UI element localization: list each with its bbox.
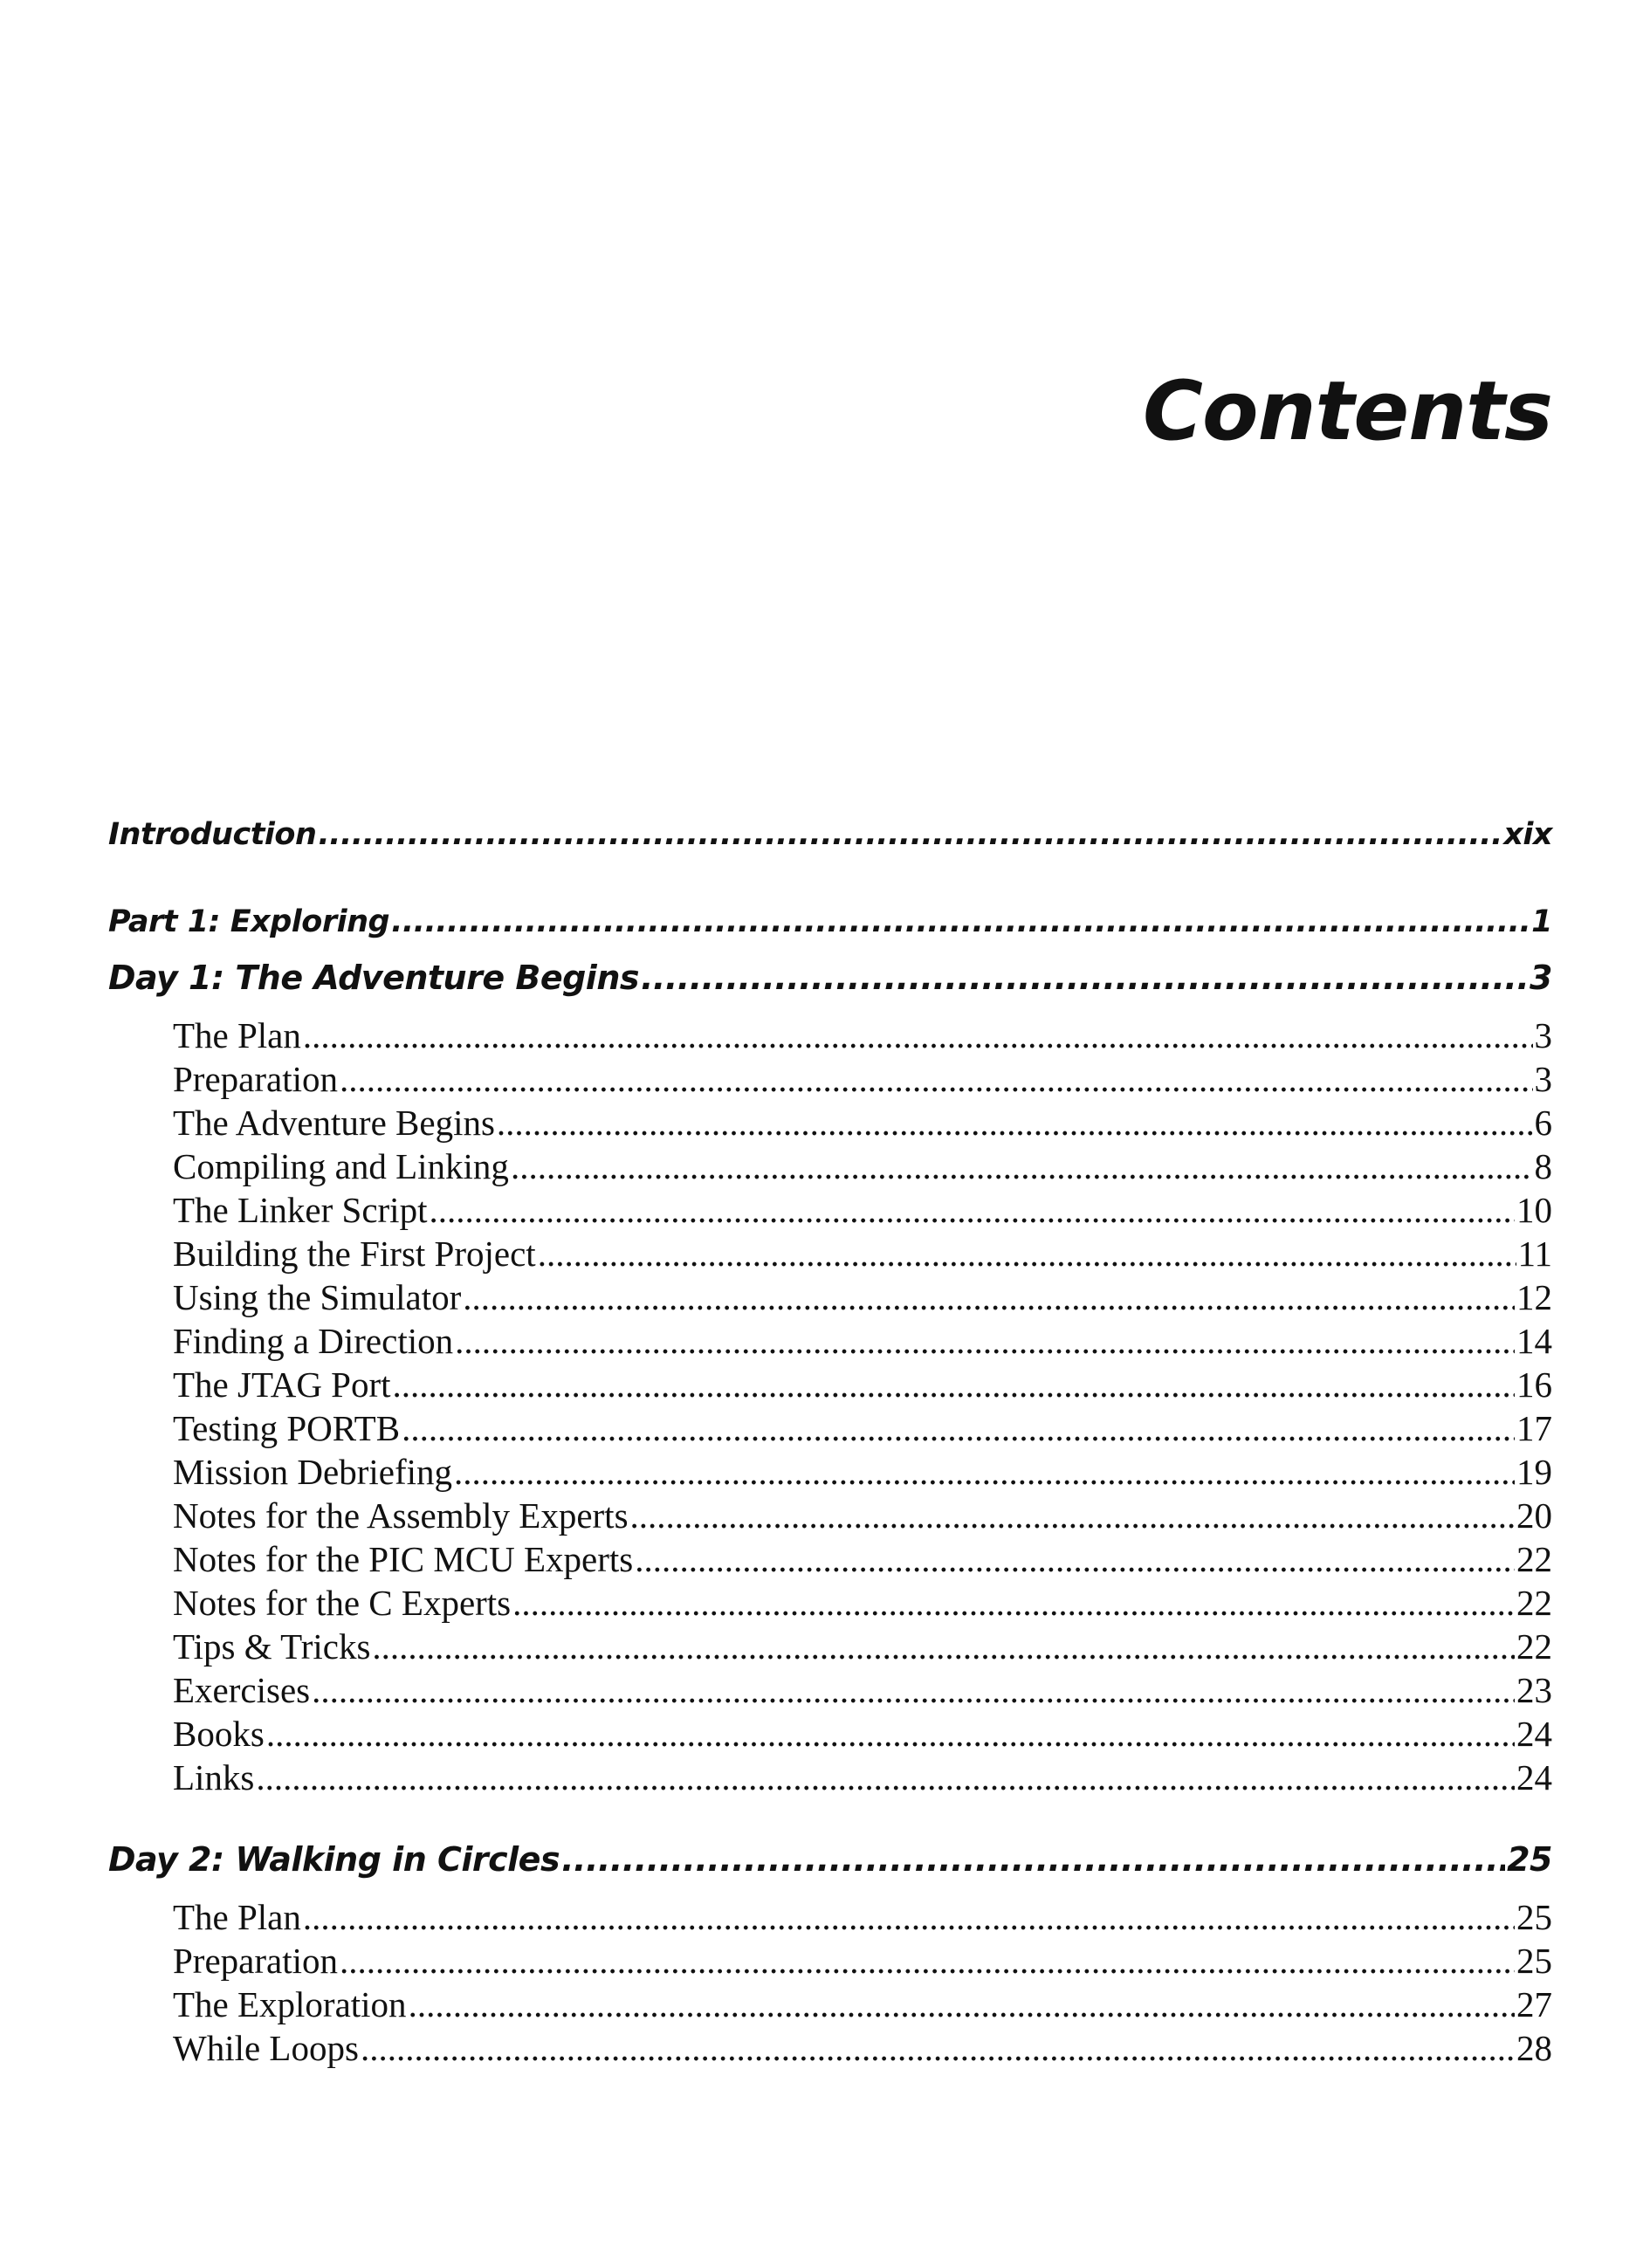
toc-entry-page: 25 — [1516, 1941, 1552, 1981]
toc-entry[interactable] — [173, 1669, 1552, 1711]
dot-leader — [538, 1233, 1516, 1275]
toc-entry-page: 25 — [1516, 1897, 1552, 1937]
toc-entry-title: While Loops — [173, 2028, 359, 2068]
toc-entry-title: The Plan — [173, 1015, 301, 1055]
dot-leader — [312, 1669, 1515, 1711]
toc-entry-page: 25 — [1507, 1840, 1552, 1879]
toc-entry-page: 3 — [1534, 1059, 1552, 1099]
toc-entry-day-2[interactable] — [108, 1840, 1552, 1879]
dot-leader — [429, 1189, 1515, 1231]
toc-entry-page: 27 — [1516, 1984, 1552, 2024]
toc-entry[interactable] — [173, 1983, 1552, 2025]
toc-entry-page: 22 — [1516, 1626, 1552, 1667]
toc-entry-page: 16 — [1516, 1364, 1552, 1405]
toc-entry-title: Links — [173, 1757, 255, 1797]
toc-entry-title: Books — [173, 1714, 265, 1754]
toc-entry-page: 3 — [1530, 959, 1552, 997]
dot-leader — [372, 1625, 1515, 1667]
dot-leader — [455, 1320, 1515, 1362]
dot-leader — [391, 904, 1530, 939]
page-title: Contents — [1143, 364, 1552, 459]
dot-leader — [256, 1756, 1515, 1798]
toc-entry-title: Compiling and Linking — [173, 1146, 509, 1186]
toc-entry-page: 28 — [1516, 2028, 1552, 2068]
dot-leader — [641, 959, 1528, 997]
toc-entry-page: 19 — [1516, 1452, 1552, 1492]
toc-entry-day-1[interactable] — [108, 959, 1552, 997]
toc-entry-page: 1 — [1531, 904, 1552, 939]
dot-leader — [340, 1940, 1515, 1982]
toc-entry[interactable] — [173, 1276, 1552, 1318]
toc-entry[interactable] — [173, 1538, 1552, 1580]
toc-entry[interactable] — [173, 1451, 1552, 1493]
toc-entry[interactable] — [173, 1320, 1552, 1362]
dot-leader — [635, 1538, 1515, 1580]
dot-leader — [402, 1407, 1515, 1449]
toc-entry-title: The JTAG Port — [173, 1364, 391, 1405]
dot-leader — [266, 1713, 1515, 1755]
toc-entry-part-1[interactable] — [108, 904, 1552, 939]
toc-entry-title: Exercises — [173, 1670, 311, 1710]
toc-entry[interactable] — [173, 1582, 1552, 1624]
toc-entry-page: 24 — [1516, 1714, 1552, 1754]
toc-entry-page: 14 — [1516, 1321, 1552, 1361]
toc-entry-page: 22 — [1516, 1539, 1552, 1579]
toc-entry-title: Finding a Direction — [173, 1321, 454, 1361]
toc-entry-title: Testing PORTB — [173, 1408, 401, 1448]
toc-entry[interactable] — [173, 1014, 1552, 1056]
toc-entry-page: 8 — [1534, 1146, 1552, 1186]
toc-entry-title: Part 1: Exploring — [108, 904, 390, 939]
toc-entry-title: Building the First Project — [173, 1234, 536, 1274]
dot-leader — [561, 1840, 1505, 1879]
dot-leader — [303, 1014, 1533, 1056]
toc-entry-title: Introduction — [108, 817, 317, 852]
dot-leader — [318, 817, 1502, 852]
toc-entry-page: 23 — [1516, 1670, 1552, 1710]
toc-entry[interactable] — [173, 1896, 1552, 1938]
toc-entry-title: The Linker Script — [173, 1190, 428, 1230]
toc-entry-page: xix — [1503, 817, 1552, 852]
dot-leader — [454, 1451, 1515, 1493]
toc-entry[interactable] — [173, 1940, 1552, 1982]
dot-leader — [512, 1582, 1515, 1624]
toc-entry-title: Notes for the Assembly Experts — [173, 1495, 629, 1536]
toc-entry-title: The Adventure Begins — [173, 1103, 495, 1143]
toc-entry-page: 10 — [1516, 1190, 1552, 1230]
dot-leader — [409, 1983, 1515, 2025]
toc-entry[interactable] — [173, 1756, 1552, 1798]
dot-leader — [630, 1495, 1515, 1536]
toc-entry[interactable] — [173, 1407, 1552, 1449]
toc-entry[interactable] — [173, 1495, 1552, 1536]
toc-entry-page: 22 — [1516, 1583, 1552, 1623]
toc-entry[interactable] — [173, 1189, 1552, 1231]
dot-leader — [463, 1276, 1515, 1318]
toc-entry[interactable] — [173, 1364, 1552, 1405]
toc-entry[interactable] — [173, 2027, 1552, 2069]
toc-entry-title: Preparation — [173, 1941, 338, 1981]
toc-entry-title: Using the Simulator — [173, 1277, 462, 1317]
toc-entry-title: Day 1: The Adventure Begins — [108, 959, 639, 997]
toc-entry[interactable] — [173, 1713, 1552, 1755]
dot-leader — [303, 1896, 1515, 1938]
toc-entry-title: The Plan — [173, 1897, 301, 1937]
toc-entry-page: 3 — [1534, 1015, 1552, 1055]
dot-leader — [361, 2027, 1515, 2069]
toc-entry-page: 20 — [1516, 1495, 1552, 1536]
dot-leader — [497, 1102, 1533, 1144]
dot-leader — [511, 1145, 1533, 1187]
toc-entry[interactable] — [173, 1058, 1552, 1100]
toc-entry-title: The Exploration — [173, 1984, 407, 2024]
toc-entry-title: Notes for the C Experts — [173, 1583, 512, 1623]
toc-entry-title: Notes for the PIC MCU Experts — [173, 1539, 634, 1579]
toc-entry[interactable] — [173, 1102, 1552, 1144]
toc-entry[interactable] — [173, 1145, 1552, 1187]
toc-entry-page: 6 — [1534, 1103, 1552, 1143]
toc-entry-title: Day 2: Walking in Circles — [108, 1840, 560, 1879]
toc-entry-page: 11 — [1517, 1234, 1552, 1274]
toc-entry-title: Tips & Tricks — [173, 1626, 371, 1667]
toc-entry-title: Mission Debriefing — [173, 1452, 452, 1492]
toc-entry-page: 12 — [1516, 1277, 1552, 1317]
toc-entry-page: 24 — [1516, 1757, 1552, 1797]
toc-entry-page: 17 — [1516, 1408, 1552, 1448]
toc-entry[interactable] — [173, 1233, 1552, 1275]
dot-leader — [393, 1364, 1515, 1405]
toc-entry-introduction[interactable] — [108, 817, 1552, 852]
toc-entry-title: Preparation — [173, 1059, 338, 1099]
dot-leader — [340, 1058, 1533, 1100]
toc-entry[interactable] — [173, 1625, 1552, 1667]
